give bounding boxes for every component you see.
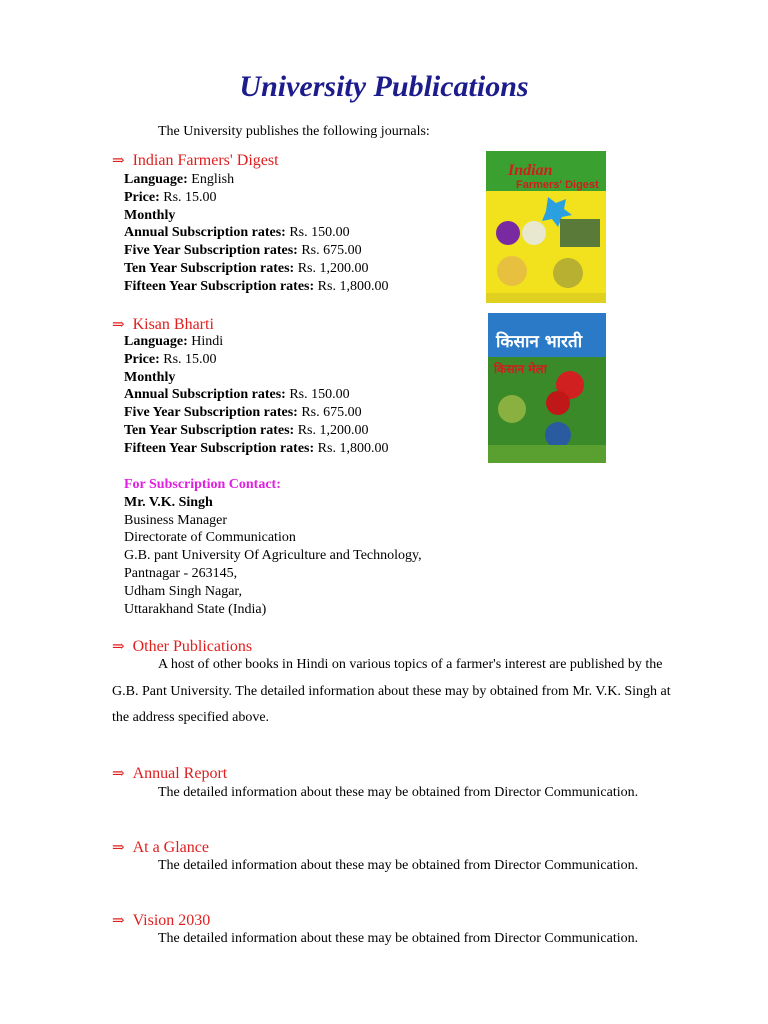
cover-title: किसान भारती: [496, 332, 583, 352]
arrow-icon: ⇒: [112, 913, 125, 929]
cover-title-line2: Farmers' Digest: [516, 179, 599, 191]
contact-line: Uttarakhand State (India): [124, 601, 267, 617]
contact-name: Mr. V.K. Singh: [124, 494, 213, 510]
section-heading-vision-2030: ⇒ Vision 2030: [112, 912, 211, 929]
page-title: University Publications: [239, 70, 529, 103]
annual-report-text: The detailed information about these may be obtained from Director Communication.: [158, 785, 639, 800]
vision-2030-text: The detailed information about these may be obtained from Director Communication.: [158, 931, 639, 946]
other-publications-text: A host of other books in Hindi on various topics of a farmer's interest are published by the G.B. Pant University. The detailed information about these may by obtained from Mr. V.K. Singh at the address specified above.: [112, 657, 671, 725]
cover-subtitle: किसान मेला: [494, 362, 547, 376]
arrow-icon: ⇒: [112, 766, 125, 782]
arrow-icon: ⇒: [112, 639, 125, 655]
section-heading-other-publications: ⇒ Other Publications: [112, 638, 253, 655]
kisan-bharti-cover-image: [488, 313, 606, 463]
contact-line: G.B. pant University Of Agriculture and Technology,: [124, 548, 422, 564]
at-a-glance-text: The detailed information about these may be obtained from Director Communication.: [158, 858, 639, 873]
section-heading-annual-report: ⇒ Annual Report: [112, 765, 228, 782]
subscription-contact: [124, 476, 422, 618]
section-heading-kisan-bharti: ⇒ Kisan Bharti: [112, 316, 214, 333]
arrow-icon: ⇒: [112, 153, 125, 169]
journal-details-2: Language: Hindi Price: Rs. 15.00 Monthly Annual Subscription rates: Rs. 150.00 Five Year Subscription rates: Rs. 675.00 Ten Year Subscription rates: Rs. 1,200.00 Fifteen Year Subscription rates: Rs. 1,800.00: [124, 334, 389, 456]
journal-details-1: Language: English Price: Rs. 15.00 Monthly Annual Subscription rates: Rs. 150.00 Five Year Subscription rates: Rs. 675.00 Ten Year Subscription rates: Rs. 1,200.00 Fifteen Year Subscription rates: Rs. 1,800.00: [124, 172, 389, 294]
contact-line: Udham Singh Nagar,: [124, 583, 243, 599]
intro-text: The University publishes the following journals:: [158, 124, 430, 139]
cover-title-line1: Indian: [508, 162, 553, 179]
contact-line: Directorate of Communication: [124, 530, 296, 546]
contact-heading: For Subscription Contact:: [124, 477, 281, 492]
indian-farmers-digest-cover-image: [486, 151, 606, 303]
section-heading-at-a-glance: ⇒ At a Glance: [112, 839, 209, 856]
arrow-icon: ⇒: [112, 317, 125, 333]
arrow-icon: ⇒: [112, 840, 125, 856]
section-heading-indian-farmers-digest: ⇒ Indian Farmers' Digest: [112, 152, 279, 169]
contact-line: Pantnagar - 263145,: [124, 565, 238, 581]
contact-line: Business Manager: [124, 512, 228, 528]
